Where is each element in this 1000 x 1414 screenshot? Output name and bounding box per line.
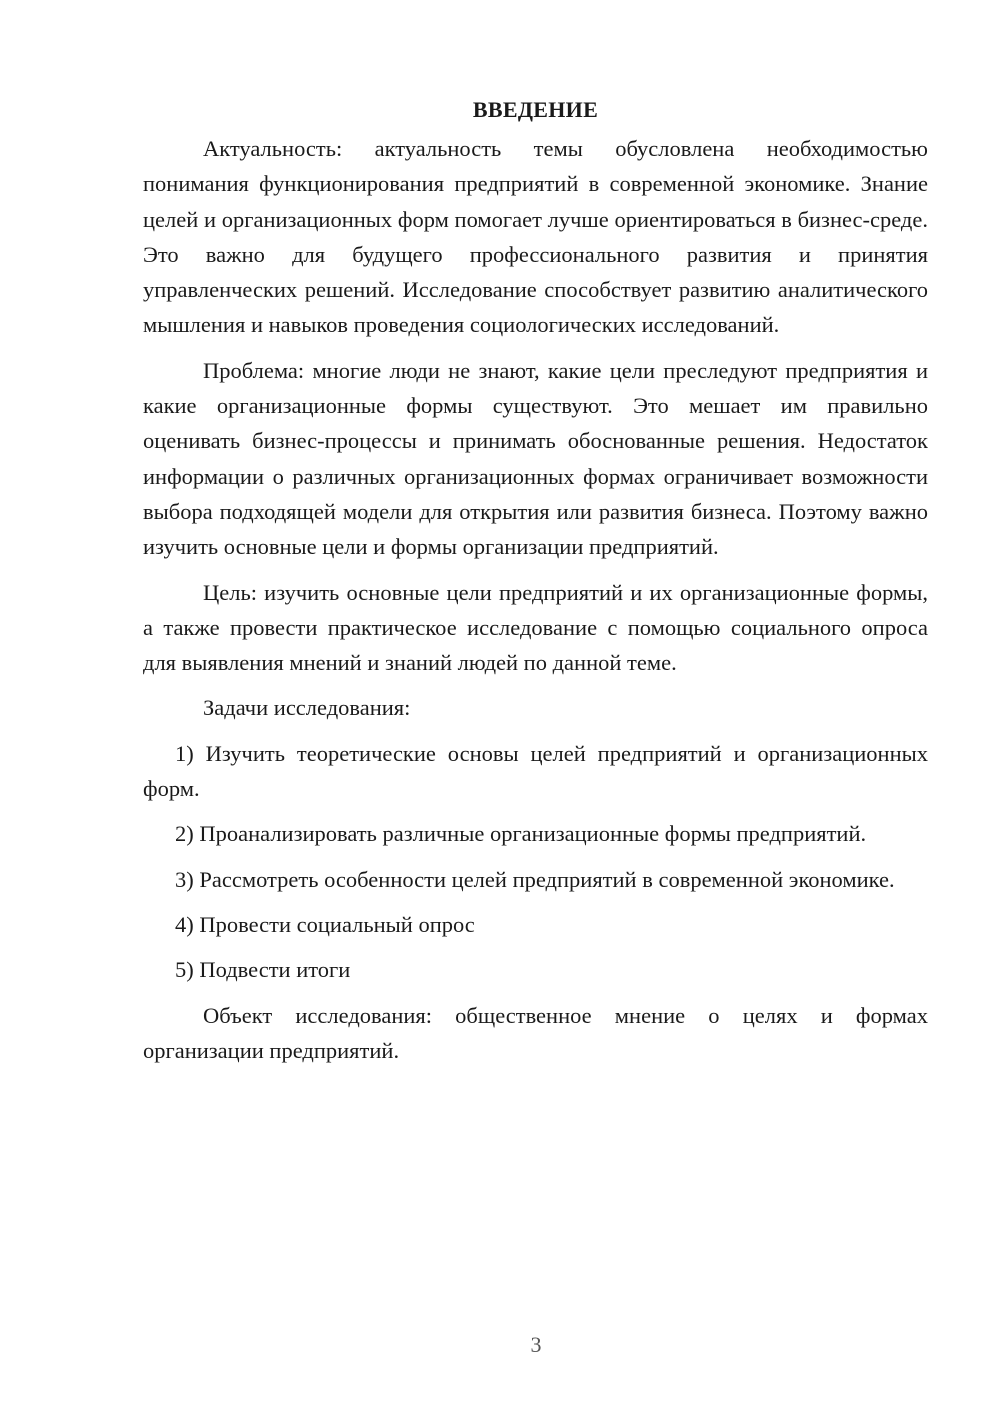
- document-page: [143, 92, 928, 1078]
- object-paragraph: Объект исследования: общественное мнение о целях и формах организации предприятий.: [143, 1002, 928, 1063]
- relevance-paragraph: Актуальность: актуальность темы обусловлена необходимостью понимания функционирования предприятий в современной экономике. Знание целей и организационных форм помогает лучше ориентироваться в бизнес-среде. Это важно для будущего профессионального развития и принятия управленческих решений. Исследование способствует развитию аналитического мышления и навыков проведения социологических исследований.: [143, 136, 928, 338]
- page-number: 3: [530, 1332, 542, 1357]
- task-item-4: 4) Провести социальный опрос: [175, 911, 475, 937]
- problem-paragraph: Проблема: многие люди не знают, какие цели преследуют предприятия и какие организационные формы существуют. Это мешает им правильно оценивать бизнес-процессы и принимать обоснованные решения. Недостаток информации о различных организационных формах ограничивает возможности выбора подходящей модели для открытия или развития бизнеса. Поэтому важно изучить основные цели и формы организации предприятий.: [143, 357, 928, 560]
- task-item-3: 3) Рассмотреть особенности целей предприятий в современной экономике.: [175, 866, 895, 892]
- task-item-5: 5) Подвести итоги: [175, 957, 351, 983]
- tasks-heading: Задачи исследования:: [203, 695, 411, 721]
- goal-paragraph: Цель: изучить основные цели предприятий и их организационные формы, а также провести практическое исследование с помощью социального опроса для выявления мнений и знаний людей по данной теме.: [143, 579, 928, 676]
- section-title: ВВЕДЕНИЕ: [472, 97, 599, 122]
- task-item-1: 1) Изучить теоретические основы целей предприятий и организационных форм.: [143, 740, 928, 802]
- task-item-2: 2) Проанализировать различные организационные формы предприятий.: [175, 821, 867, 847]
